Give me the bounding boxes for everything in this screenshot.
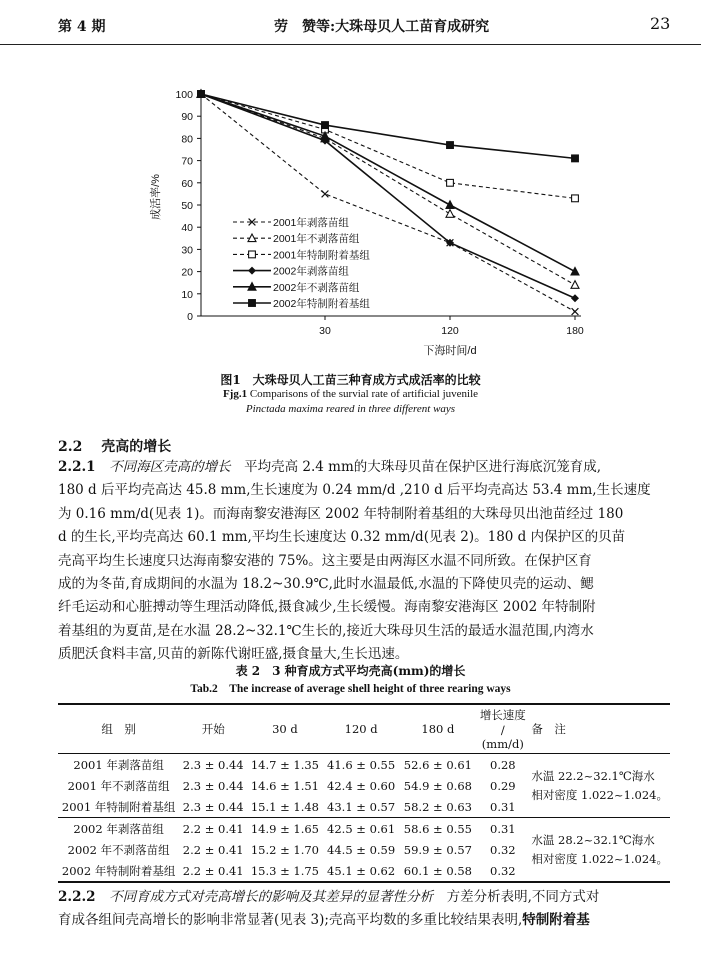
table-cell: 43.1 ± 0.57 (327, 799, 396, 814)
y-tick-label: 40 (181, 222, 193, 235)
data-point (446, 210, 454, 218)
series-line-4 (201, 94, 575, 272)
paragraph-line: 为 0.16 mm∕d(见表 1)。而海南黎安港海区 2002 年特制附着基组的大珠母贝出池苗经过 180 (58, 505, 624, 522)
table-cell: 2002 年特制附着基组 (61, 863, 176, 878)
legend-marker (249, 300, 256, 307)
table-cell: 0.31 (490, 799, 516, 814)
y-tick-label: 90 (181, 111, 193, 124)
table-cell: 2001 年剥落苗组 (73, 757, 164, 772)
legend-marker (248, 267, 256, 275)
table-cell: 41.6 ± 0.55 (327, 757, 396, 772)
para-text-bold: 特制附着基 (522, 912, 590, 929)
table-caption-cn: 表 2 3 种育成方式平均壳高(mm)的增长 (235, 664, 466, 678)
series-line-1 (201, 94, 575, 285)
paragraph-line: 成的为冬苗,育成期间的水温为 18.2~30.9℃,此时水温最低,水温的下降使贝壳的运动、鳃 (58, 576, 594, 593)
y-tick-label: 100 (175, 89, 193, 101)
paragraph-line: 质肥沃食料丰富,贝苗的新陈代谢旺盛,摄食量大,生长迅速。 (58, 646, 409, 663)
data-point (571, 294, 579, 302)
note-line: 水温 28.2~32.1℃海水 (531, 832, 655, 847)
x-axis-label: 下海时间/d (423, 345, 477, 357)
data-point (447, 142, 454, 149)
table-cell: 54.9 ± 0.68 (403, 778, 472, 793)
table-cell: 42.5 ± 0.61 (327, 821, 396, 836)
page-number: 23 (650, 14, 671, 33)
figure-caption-en (0, 388, 701, 400)
y-axis-label: 成活率/% (150, 174, 162, 220)
para-text: 平均壳高 2.4 mm的大珠母贝苗在保护区进行海底沉笼育成, (244, 459, 602, 475)
legend-label: 2001年剥落苗组 (273, 217, 349, 229)
table-cell: 60.1 ± 0.58 (403, 863, 472, 878)
table-cell: 2002 年剥落苗组 (73, 821, 164, 836)
section-number: 2.2 (58, 439, 83, 455)
paragraph-line: 180 d 后平均壳高达 45.8 mm,生长速度为 0.24 mm∕d ,210 d 后平均壳高达 53.4 mm,生长速度 (58, 482, 651, 499)
table-caption-en: Tab.2 The increase of average shell height of three rearing ways (190, 683, 511, 695)
legend-label: 2002年剥落苗组 (273, 265, 349, 278)
paragraph-line (58, 456, 670, 479)
y-tick-label: 20 (181, 266, 193, 279)
table-cell: 14.9 ± 1.65 (250, 821, 320, 836)
paragraph-line: 着基组的为夏苗,是在水温 28.2~32.1℃生长的,接近大珠母贝生活的最适水温范围,内湾水 (58, 622, 594, 639)
figure-caption-en-italic: Pinctada maxima reared in three different ways (245, 403, 456, 415)
table-cell: 44.5 ± 0.59 (327, 842, 396, 857)
col-header-start: 开始 (201, 722, 225, 736)
table-row (58, 754, 670, 776)
journal-issue: 第 4 期 (58, 19, 106, 35)
series-line-5 (201, 94, 575, 158)
table-cell: 2.2 ± 0.41 (182, 821, 244, 836)
table-cell: 52.6 ± 0.61 (403, 757, 472, 772)
y-tick-label: 70 (181, 155, 193, 168)
growth-rate-label: 增长速度∕ (479, 708, 526, 737)
table-cell: 15.2 ± 1.70 (250, 842, 320, 857)
table-cell: 0.32 (490, 842, 516, 857)
col-header-30d: 30 d (272, 722, 298, 736)
figure-caption-en-text: Comparisons of the survial rate of artificial juvenile (249, 388, 479, 400)
table-cell: 2001 年特制附着基组 (61, 799, 176, 814)
table-cell: 0.29 (490, 778, 516, 793)
series-line-3 (201, 94, 575, 298)
table-cell: 2.3 ± 0.44 (182, 757, 244, 772)
section-heading (58, 436, 171, 456)
paragraph-line (58, 886, 670, 909)
col-header-growth-rate (476, 704, 529, 754)
data-point (322, 191, 329, 198)
page-header (0, 0, 701, 45)
para-text: 育成各组间壳高增长的影响非常显著(见表 3);壳高平均数的多重比较结果表明, (58, 912, 523, 929)
note-line: 相对密度 1.022~1.024。 (531, 851, 668, 866)
paragraph-2-2-1 (58, 456, 670, 667)
survival-rate-chart (135, 80, 595, 370)
series-line-2 (201, 94, 575, 198)
data-point (571, 281, 579, 289)
running-title: 劳 赞等:大珠母贝人工苗育成研究 (274, 19, 490, 35)
table-note (529, 818, 670, 883)
data-point (198, 91, 205, 98)
series-line-0 (201, 94, 575, 312)
legend-label: 2002年不剥落苗组 (273, 281, 360, 294)
y-tick-label: 30 (181, 244, 193, 257)
col-header-notes: 备 注 (531, 722, 566, 736)
table-cell: 15.3 ± 1.75 (250, 863, 320, 878)
x-tick-label: 120 (441, 325, 459, 337)
col-header-120d: 120 d (344, 722, 378, 736)
para-number: 2.2.1 (58, 459, 96, 475)
paragraph-2-2-2 (58, 886, 670, 933)
table-cell: 14.6 ± 1.51 (250, 778, 320, 793)
legend-label: 2002年特制附着基组 (273, 298, 370, 310)
table-cell: 15.1 ± 1.48 (250, 799, 320, 814)
legend-marker (249, 251, 256, 258)
paragraph-line: d 的生长,平均壳高达 60.1 mm,平均生长速度达 0.32 mm∕d(见表 2)。180 d 内保护区的贝苗 (58, 529, 626, 546)
legend-label: 2001年不剥落苗组 (273, 233, 360, 246)
table-row (58, 818, 670, 840)
data-point (572, 308, 579, 315)
data-point (572, 195, 579, 202)
col-header-group: 组 别 (101, 722, 136, 736)
col-header-180d: 180 d (421, 722, 455, 736)
para-heading: 不同海区壳高的增长 (109, 459, 231, 475)
table-cell: 42.4 ± 0.60 (327, 778, 396, 793)
x-tick-label: 30 (319, 325, 331, 337)
y-tick-label: 0 (187, 311, 193, 323)
table-cell: 2.2 ± 0.41 (182, 842, 244, 857)
table-cell: 58.2 ± 0.63 (403, 799, 472, 814)
table-note (529, 754, 670, 818)
section-title: 壳高的增长 (101, 439, 172, 455)
table-cell: 59.9 ± 0.57 (403, 842, 472, 857)
paragraph-line (58, 909, 670, 932)
table-cell: 0.28 (490, 757, 516, 772)
table-cell: 2.3 ± 0.44 (182, 778, 244, 793)
note-line: 相对密度 1.022~1.024。 (531, 787, 668, 802)
table-cell: 2.2 ± 0.41 (182, 863, 244, 878)
para-heading: 不同育成方式对壳高增长的影响及其差异的显著性分析 (109, 889, 434, 905)
table-cell: 58.6 ± 0.55 (403, 821, 472, 836)
para-text: 方差分析表明,不同方式对 (446, 889, 600, 905)
table-cell: 0.32 (490, 863, 516, 878)
table-cell: 0.31 (490, 821, 516, 836)
y-tick-label: 50 (181, 200, 193, 212)
figure-caption-cn: 图1 大珠母贝人工苗三种育成方式成活率的比较 (220, 373, 481, 387)
table-cell: 2.3 ± 0.44 (182, 799, 244, 814)
table-cell: 2002 年不剥落苗组 (67, 842, 170, 857)
table-header-row (58, 704, 670, 754)
data-point (447, 179, 454, 186)
paragraph-line: 纤毛运动和心脏搏动等生理活动降低,摄食减少,生长缓慢。海南黎安港海区 2002 年特制附 (58, 599, 596, 616)
y-tick-label: 80 (181, 133, 193, 146)
legend-label: 2001年特制附着基组 (273, 249, 370, 262)
data-point (446, 201, 454, 209)
growth-rate-unit: (mm∕d) (481, 737, 524, 751)
note-line: 水温 22.2~32.1℃海水 (531, 768, 655, 783)
table-cell: 45.1 ± 0.62 (327, 863, 396, 878)
y-tick-label: 60 (181, 177, 193, 190)
shell-height-table (58, 703, 670, 883)
x-tick-label: 180 (566, 325, 584, 337)
table-cell: 2001 年不剥落苗组 (67, 778, 170, 793)
paragraph-line: 壳高平均生长速度只达海南黎安港的 75%。这主要是由两海区水温不同所致。在保护区育 (58, 552, 592, 569)
table-cell: 14.7 ± 1.35 (250, 757, 320, 772)
data-point (571, 267, 579, 275)
y-tick-label: 10 (181, 288, 193, 301)
para-number: 2.2.2 (58, 889, 96, 905)
data-point (322, 122, 329, 129)
data-point (572, 155, 579, 162)
figure-label-en: Fjg.1 (222, 388, 248, 400)
